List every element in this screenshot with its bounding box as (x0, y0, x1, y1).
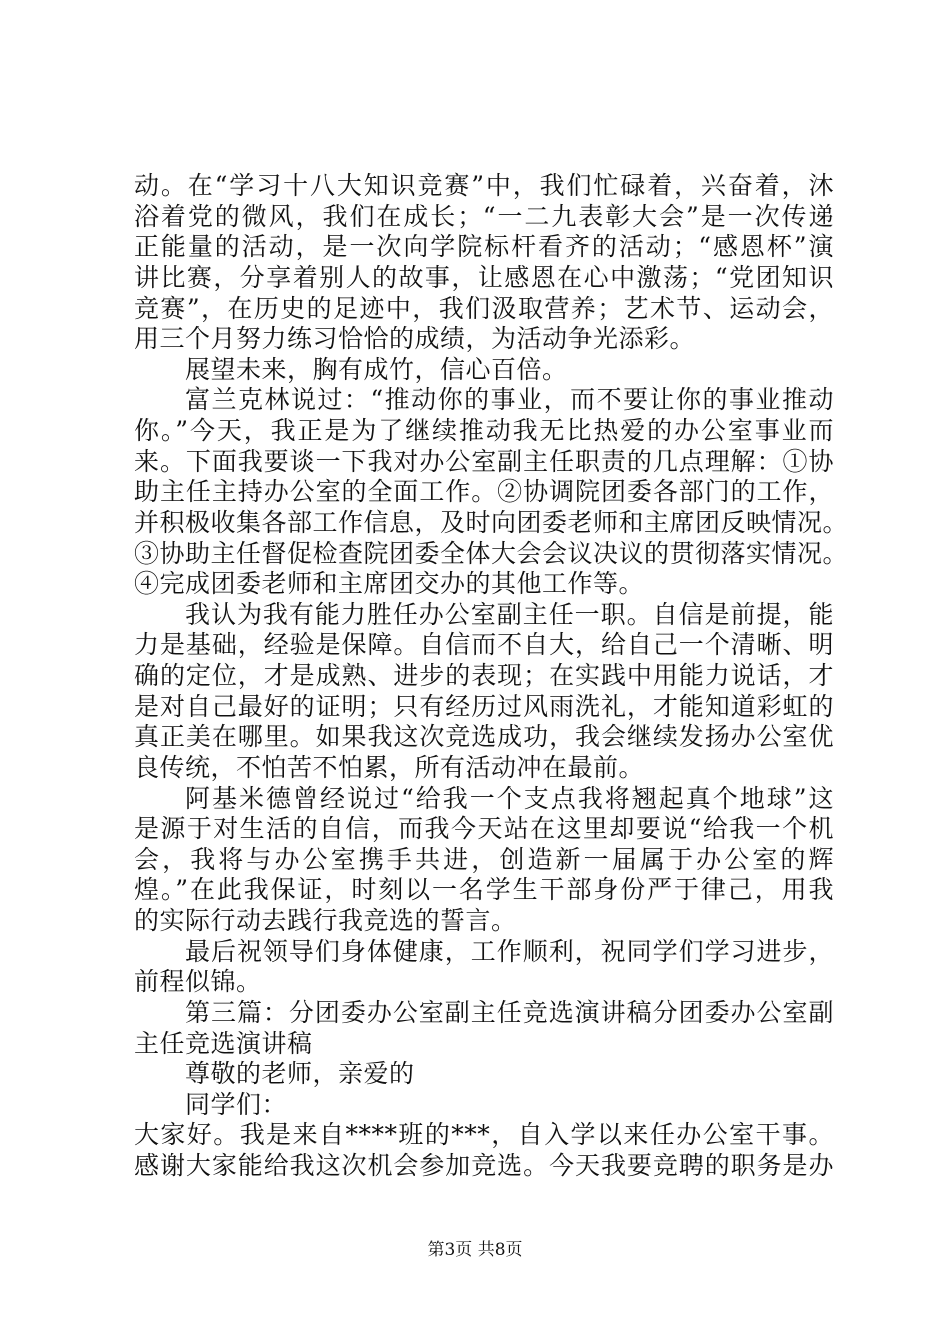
text-line-8: 富兰克林说过：“推动你的事业，而不要让你的事业推动 (185, 385, 834, 414)
text-line-19: 真正美在哪里。如果我这次竞选成功，我会继续发扬办公室优 (134, 722, 834, 751)
text-line-1: 动。在“学习十八大知识竞赛”中，我们忙碌着，兴奋着，沐 (134, 171, 834, 200)
text-line-33: 感谢大家能给我这次机会参加竞选。今天我要竞聘的职务是办 (134, 1151, 834, 1180)
text-line-24: 煌。”在此我保证，时刻以一名学生干部身份严于律己，用我 (134, 875, 834, 904)
text-line-3: 正能量的活动，是一次向学院标杆看齐的活动；“感恩杯”演 (134, 232, 834, 261)
text-line-7: 展望未来，胸有成竹，信心百倍。 (185, 355, 568, 384)
text-line-6: 用三个月努力练习恰恰的成绩，为活动争光添彩。 (134, 324, 696, 353)
text-line-4: 讲比赛，分享着别人的故事，让感恩在心中激荡；“党团知识 (134, 263, 834, 292)
text-line-18: 是对自己最好的证明；只有经历过风雨洗礼，才能知道彩虹的 (134, 692, 834, 721)
text-line-30: 尊敬的老师，亲爱的 (185, 1059, 415, 1088)
text-line-13: ③协助主任督促检查院团委全体大会会议决议的贯彻落实情况。 (134, 539, 849, 568)
page-indicator: 第3页 共8页 (427, 1240, 523, 1260)
text-line-9: 你。”今天，我正是为了继续推动我无比热爱的办公室事业而 (134, 416, 834, 445)
text-line-11: 助主任主持办公室的全面工作。②协调院团委各部门的工作， (134, 477, 834, 506)
text-line-15: 我认为我有能力胜任办公室副主任一职。自信是前提，能 (185, 600, 834, 629)
text-line-25: 的实际行动去践行我竞选的誓言。 (134, 906, 517, 935)
text-line-26: 最后祝领导们身体健康，工作顺利，祝同学们学习进步， (185, 937, 834, 966)
text-line-10: 来。下面我要谈一下我对办公室副主任职责的几点理解：①协 (134, 447, 834, 476)
text-line-28: 第三篇：分团委办公室副主任竞选演讲稿分团委办公室副 (185, 998, 834, 1027)
text-line-31: 同学们： (185, 1090, 288, 1119)
text-line-2: 浴着党的微风，我们在成长；“一二九表彰大会”是一次传递 (134, 202, 834, 231)
text-line-16: 力是基础，经验是保障。自信而不自大，给自己一个清晰、明 (134, 630, 834, 659)
text-line-5: 竞赛”，在历史的足迹中，我们汲取营养；艺术节、运动会， (134, 294, 834, 323)
text-line-23: 会，我将与办公室携手共进，创造新一届属于办公室的辉 (134, 845, 834, 874)
text-line-27: 前程似锦。 (134, 967, 262, 996)
text-line-17: 确的定位，才是成熟、进步的表现；在实践中用能力说话，才 (134, 661, 834, 690)
text-line-32: 大家好。我是来自****班的***，自入学以来任办公室干事。 (134, 1120, 834, 1149)
text-line-14: ④完成团委老师和主席团交办的其他工作等。 (134, 569, 645, 598)
page-footer (0, 1238, 950, 1262)
text-line-29: 主任竞选演讲稿 (134, 1029, 313, 1058)
text-line-22: 是源于对生活的自信，而我今天站在这里却要说“给我一个机 (134, 814, 834, 843)
text-line-21: 阿基米德曾经说过“给我一个支点我将翘起真个地球”这 (185, 784, 834, 813)
text-line-12: 并积极收集各部工作信息，及时向团委老师和主席团反映情况。 (134, 508, 849, 537)
text-line-20: 良传统，不怕苦不怕累，所有活动冲在最前。 (134, 753, 645, 782)
